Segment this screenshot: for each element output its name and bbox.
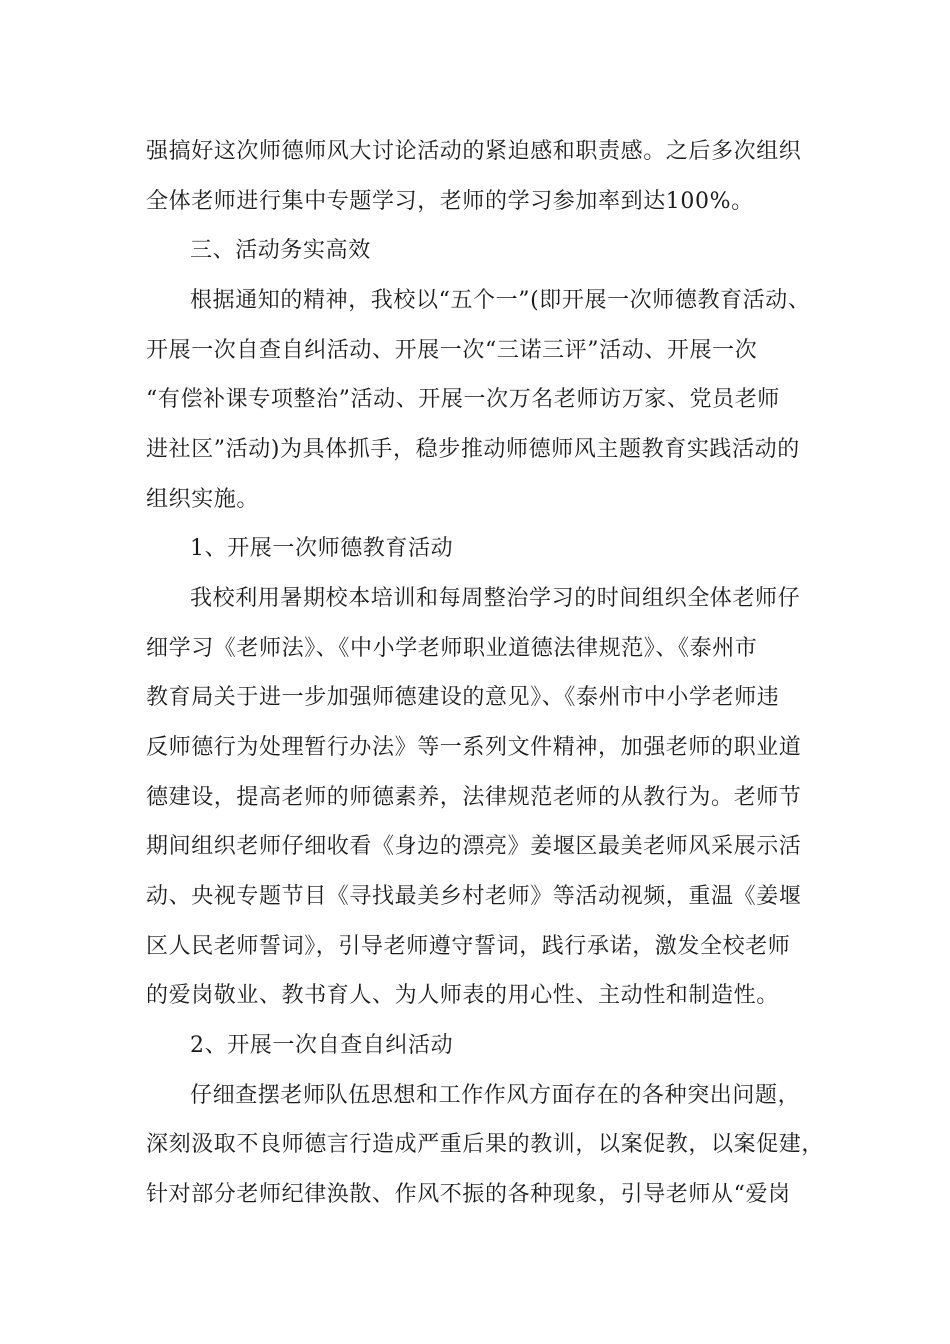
text-line: 区人民老师誓词》，引导老师遵守誓词，践行承诺，激发全校老师 bbox=[146, 934, 791, 959]
text-line: 的爱岗敬业、教书育人、为人师表的用心性、主动性和制造性。 bbox=[146, 983, 779, 1008]
text-line: 动、央视专题节目《寻找最美乡村老师》等活动视频，重温《姜堰 bbox=[146, 884, 802, 909]
text-line: 进社区”活动)为具体抓手，稳步推动师德师风主题教育实践活动的 bbox=[146, 437, 800, 462]
text-line: 强搞好这次师德师风大讨论活动的紧迫感和职责感。之后多次组织 bbox=[146, 139, 802, 164]
text-line: 教育局关于进一步加强师德建设的意见》、《泰州市中小学老师违 bbox=[146, 685, 780, 710]
subsection-heading: 1、开展一次师德教育活动 bbox=[190, 536, 454, 561]
text-line: 细学习《老师法》、《中小学老师职业道德法律规范》、《泰州市 bbox=[146, 636, 758, 661]
text-line: “有偿补课专项整治”活动、开展一次万名老师访万家、党员老师 bbox=[146, 387, 780, 412]
text-line: 全体老师进行集中专题学习，老师的学习参加率到达100%。 bbox=[146, 189, 754, 214]
text-line: 开展一次自查自纠活动、开展一次“三诺三评”活动、开展一次 bbox=[146, 338, 758, 363]
text-line: 针对部分老师纪律涣散、作风不振的各种现象，引导老师从“爱岗 bbox=[146, 1182, 791, 1207]
text-line: 根据通知的精神，我校以“五个一”(即开展一次师德教育活动、 bbox=[190, 288, 811, 313]
text-line: 我校利用暑期校本培训和每周整治学习的时间组织全体老师仔 bbox=[190, 586, 801, 611]
text-line: 深刻汲取不良师德言行造成严重后果的教训，以案促教，以案促建， bbox=[146, 1132, 825, 1157]
text-line: 反师德行为处理暂行办法》等一系列文件精神，加强老师的职业道 bbox=[146, 735, 802, 760]
text-line: 组织实施。 bbox=[146, 487, 260, 512]
text-line: 期间组织老师仔细收看《身边的漂亮》姜堰区最美老师风采展示活 bbox=[146, 834, 802, 859]
section-heading: 三、活动务实高效 bbox=[190, 238, 371, 263]
text-line: 德建设，提高老师的师德素养，法律规范老师的从教行为。老师节 bbox=[146, 785, 802, 810]
subsection-heading: 2、开展一次自查自纠活动 bbox=[190, 1033, 454, 1058]
text-line: 仔细查摆老师队伍思想和工作作风方面存在的各种突出问题， bbox=[190, 1083, 801, 1108]
